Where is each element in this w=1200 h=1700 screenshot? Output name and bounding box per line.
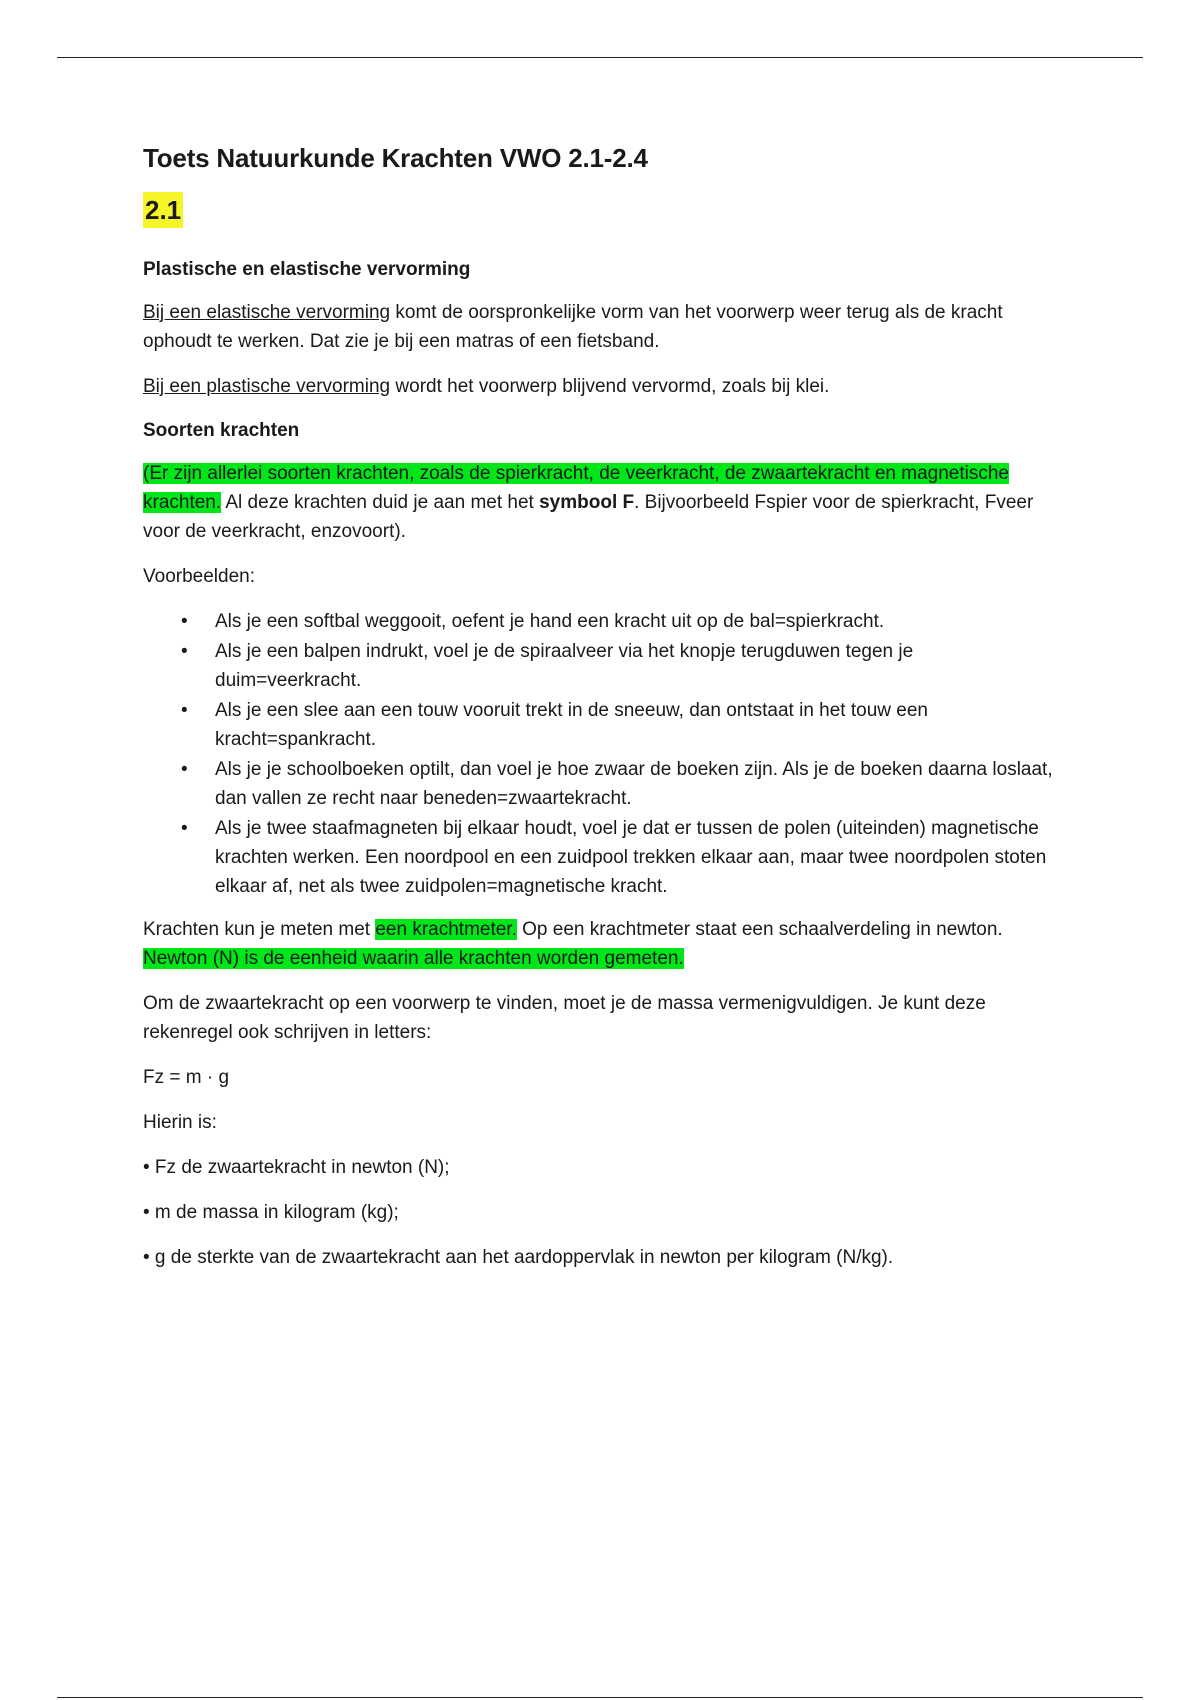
definition-g: • g de sterkte van de zwaartekracht aan het aardoppervlak in newton per kilogram (N/kg).	[143, 1247, 894, 1268]
document-title: Toets Natuurkunde Krachten VWO 2.1-2.4	[143, 143, 648, 173]
example-text: Als je je schoolboeken optilt, dan voel je hoe zwaar de boeken zijn. Als je de boeken daarna loslaat, dan vallen ze recht naar beneden=zwaartekracht.	[215, 759, 1053, 809]
paragraph-plastische-vervorming	[143, 372, 1063, 401]
term-elastische-vervorming: Bij een elastische vervorming	[143, 302, 391, 323]
bullet-glyph: •	[181, 818, 188, 839]
example-text: Als je twee staafmagneten bij elkaar houdt, voel je dat er tussen de polen (uiteinden) magnetische krachten werken. Een noordpool en een zuidpool trekken elkaar aan, maar twee noordpolen stoten elkaar af, net als twee zuidpolen=magnetische kracht.	[215, 818, 1047, 897]
highlight-soorten: (Er zijn allerlei soorten krachten, zoals de spierkracht, de veerkracht, de zwaartekracht en magnetische krachten.	[143, 463, 1009, 513]
example-text: Als je een slee aan een touw vooruit trekt in de sneeuw, dan ontstaat in het touw een kracht=spankracht.	[215, 700, 928, 750]
bullet-glyph: •	[181, 759, 188, 780]
list-item	[181, 814, 1063, 901]
text-plastische-rest: wordt het voorwerp blijvend vervormd, zoals bij klei.	[390, 376, 830, 397]
list-item	[181, 755, 1063, 813]
text-elastische-rest: komt de oorspronkelijke vorm van het voorwerp weer terug als de kracht ophoudt te werken. Dat zie je bij een matras of een fietsband.	[143, 302, 1003, 352]
list-item	[181, 637, 1063, 695]
paragraph-krachtmeter	[143, 915, 1063, 973]
definition-m: • m de massa in kilogram (kg);	[143, 1202, 399, 1223]
section-heading-wrap	[143, 192, 1063, 242]
section-number: 2.1	[143, 192, 183, 228]
list-item	[181, 696, 1063, 754]
definition-fz: • Fz de zwaartekracht in newton (N);	[143, 1157, 450, 1178]
text-soorten-mid: Al deze krachten duid je aan met het	[221, 492, 540, 513]
header-rule	[57, 57, 1143, 58]
text-soorten-end: . Bijvoorbeeld Fspier voor de spierkracht, Fveer voor de veerkracht, enzovoort).	[143, 492, 1034, 542]
footer-rule	[57, 1697, 1143, 1698]
examples-list	[143, 607, 1063, 901]
term-symbool-f: symbool F	[539, 492, 635, 513]
examples-label: Voorbeelden:	[143, 566, 255, 587]
document-page	[143, 140, 1063, 1288]
highlight-newton: Newton (N) is de eenheid waarin alle krachten worden gemeten.	[143, 948, 684, 969]
hierin-label: Hierin is:	[143, 1112, 217, 1133]
example-text: Als je een softbal weggooit, oefent je hand een kracht uit op de bal=spierkracht.	[215, 611, 885, 632]
paragraph-soorten-intro	[143, 459, 1063, 546]
paragraph-zwaartekracht: Om de zwaartekracht op een voorwerp te vinden, moet je de massa vermenigvuldigen. Je kunt deze rekenregel ook schrijven in letters:	[143, 993, 986, 1043]
text-meten-mid: Op een krachtmeter staat een schaalverdeling in newton.	[516, 919, 1003, 940]
paragraph-elastische-vervorming	[143, 298, 1063, 356]
example-text: Als je een balpen indrukt, voel je de spiraalveer via het knopje terugduwen tegen je duim=veerkracht.	[215, 641, 914, 691]
highlight-krachtmeter: een krachtmeter.	[375, 919, 517, 940]
formula: Fz = m · g	[143, 1067, 230, 1088]
term-plastische-vervorming: Bij een plastische vervorming	[143, 376, 391, 397]
bullet-glyph: •	[181, 641, 188, 662]
list-item	[181, 607, 1063, 636]
text-meten-start: Krachten kun je meten met	[143, 919, 376, 940]
heading-soorten-krachten: Soorten krachten	[143, 420, 300, 441]
bullet-glyph: •	[181, 611, 188, 632]
heading-vervorming: Plastische en elastische vervorming	[143, 259, 471, 280]
bullet-glyph: •	[181, 700, 188, 721]
